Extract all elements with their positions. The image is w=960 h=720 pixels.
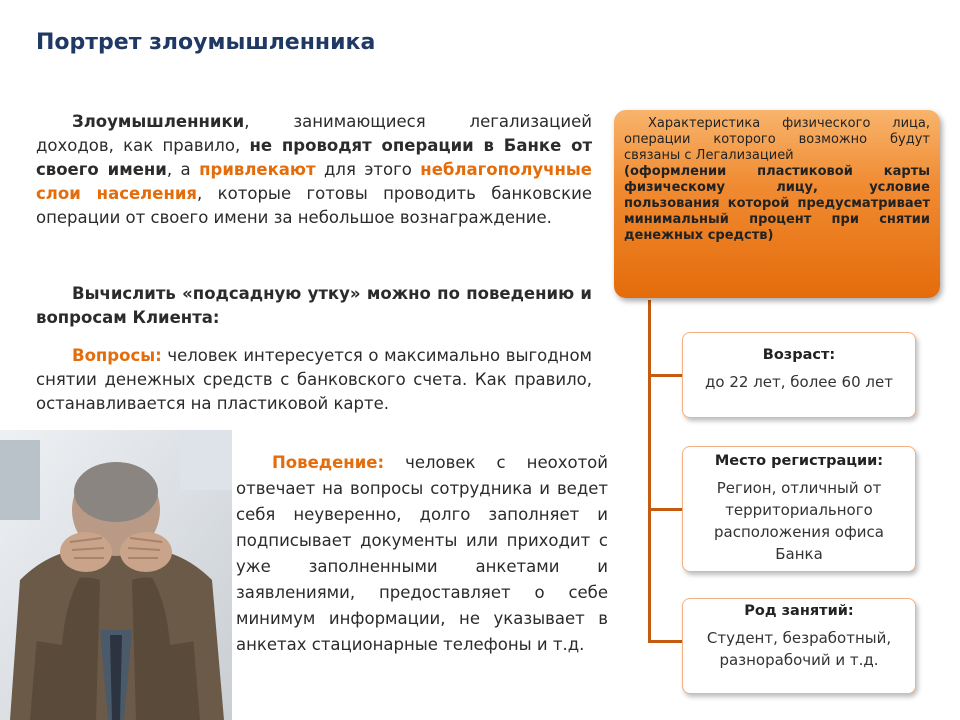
- registration-card: [682, 446, 916, 572]
- tree-connector-occupation: [648, 640, 682, 643]
- characteristic-text: Характеристика физического лица, операции которого возможно будут связаны с Легализацией: [624, 116, 930, 163]
- intro-text-1: , занимающиеся легализацией доходов, как правило,: [36, 112, 592, 155]
- registration-title: Место регистрации:: [714, 453, 884, 469]
- questions-text: человек интересуется о максимально выгодном снятии денежных средств с банковского счета. Как правило, останавливается на пластиковой карте.: [36, 346, 592, 413]
- occupation-value: Студент, безработный, разнорабочий и т.д.: [706, 629, 892, 669]
- distressed-man-photo: [0, 430, 232, 720]
- intro-text-2: , а: [166, 160, 200, 179]
- age-card: [682, 332, 916, 418]
- questions-paragraph: [36, 344, 592, 416]
- age-title: Возраст:: [762, 347, 836, 363]
- occupation-title: Род занятий:: [744, 603, 854, 619]
- behavior-text: человек с неохотой отвечает на вопросы сотрудника и ведет себя неуверенно, долго заполняет и подписывает документы или приходит с уже заполненными анкетами и заявлениями, предоставляет о себе минимум информации, не указывает в анкетах стационарные телефоны и т.д.: [236, 453, 608, 654]
- tree-connector-age: [648, 374, 682, 377]
- registration-value: Регион, отличный от территориального расположения офиса Банка: [714, 479, 884, 563]
- detect-paragraph: Вычислить «подсадную утку» можно по поведению и вопросам Клиента:: [36, 284, 592, 327]
- intro-groups: неблагополучные слои населения: [36, 160, 592, 203]
- behavior-paragraph: [236, 450, 608, 658]
- questions-label: Вопросы:: [72, 346, 162, 365]
- intro-paragraph: [36, 110, 592, 230]
- intro-term: Злоумышленники: [72, 112, 245, 131]
- intro-text-4: , которые готовы проводить банковские операции от своего имени за небольшое вознаграждение.: [36, 184, 592, 227]
- behavior-label: Поведение:: [272, 453, 385, 472]
- age-value: до 22 лет, более 60 лет: [705, 373, 893, 391]
- intro-attract: привлекают: [199, 160, 316, 179]
- characteristic-condition: (оформлении пластиковой карты физическому лицу, условие пользования которой предусматривает минимальный процент при снятии денежных средств): [624, 164, 930, 243]
- intro-emphasis: не проводят операции в Банке от своего имени: [36, 136, 593, 179]
- occupation-card: [682, 598, 916, 694]
- characteristic-box: [614, 110, 940, 298]
- intro-text-3: для этого: [315, 160, 421, 179]
- page-title: Портрет злоумышленника: [36, 30, 376, 55]
- tree-connector-registration: [648, 508, 682, 511]
- tree-connector-vertical: [648, 300, 651, 642]
